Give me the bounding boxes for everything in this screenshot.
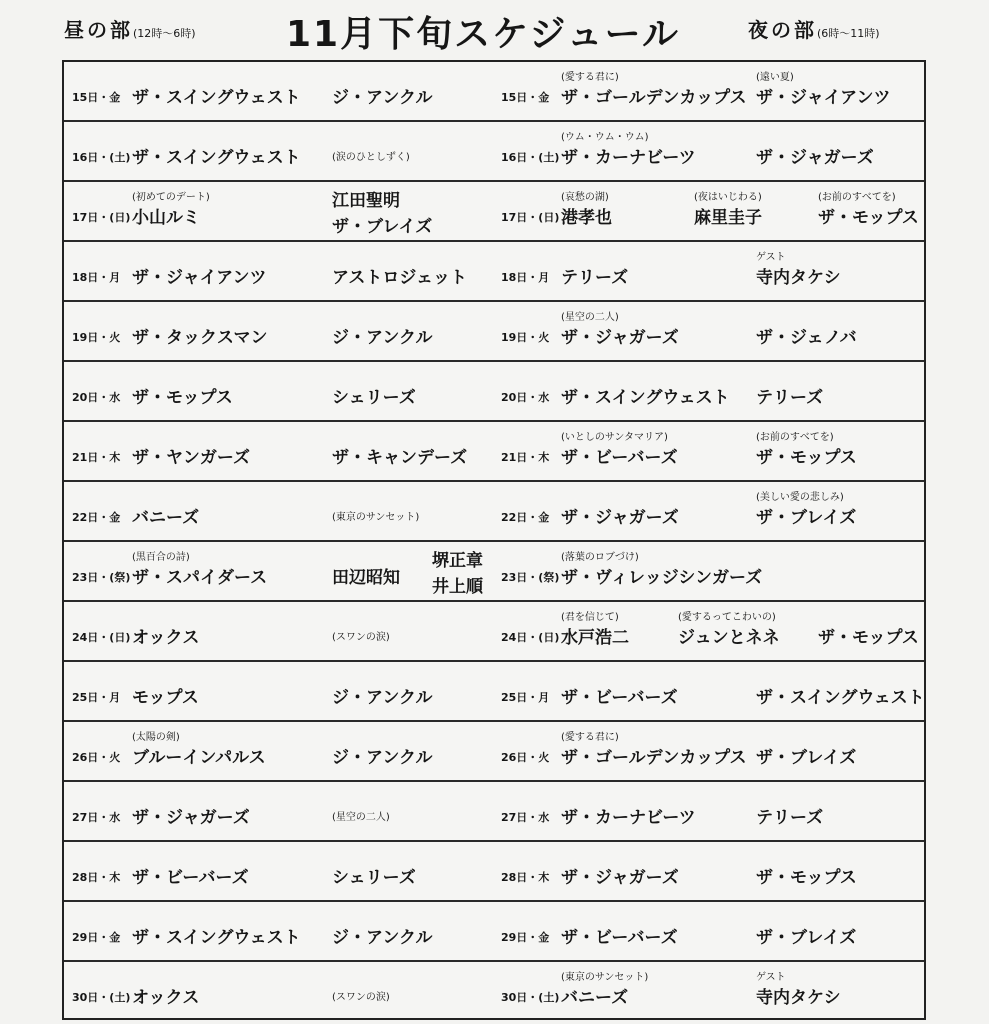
day-date: 30日・(土) bbox=[72, 991, 131, 1004]
night-date: 26日・火 bbox=[501, 751, 550, 764]
day-act-1: ザ・モップス bbox=[132, 388, 233, 408]
night-act-2: ジュンとネネ bbox=[678, 628, 780, 648]
night-date: 25日・月 bbox=[501, 691, 550, 704]
night-act-2: ザ・スイングウェスト bbox=[756, 688, 925, 708]
day-date: 28日・木 bbox=[72, 871, 121, 884]
day-date: 19日・火 bbox=[72, 331, 121, 344]
night-date: 16日・(土) bbox=[501, 151, 560, 164]
day-date: 25日・月 bbox=[72, 691, 121, 704]
page-title: 11月下旬スケジュール bbox=[286, 14, 680, 55]
night-act-1: ザ・ゴールデンカップス bbox=[561, 748, 747, 768]
day-date: 27日・水 bbox=[72, 811, 121, 824]
night-act-2: ザ・ブレイズ bbox=[756, 748, 857, 768]
day-song-1: (黒百合の詩) bbox=[132, 552, 190, 563]
day-act-1: ザ・スパイダース bbox=[132, 568, 268, 588]
night-date: 30日・(土) bbox=[501, 991, 560, 1004]
day-song-2: (東京のサンセット) bbox=[332, 512, 420, 523]
day-song-2: (スワンの涙) bbox=[332, 992, 390, 1003]
schedule-row bbox=[64, 422, 924, 482]
schedule-row bbox=[64, 602, 924, 662]
day-date: 15日・金 bbox=[72, 91, 121, 104]
night-act-1: ザ・ビーバーズ bbox=[561, 928, 678, 948]
night-date: 28日・木 bbox=[501, 871, 550, 884]
night-date: 22日・金 bbox=[501, 511, 550, 524]
day-date: 26日・火 bbox=[72, 751, 121, 764]
guest-label: ゲスト bbox=[756, 252, 786, 263]
schedule-row bbox=[64, 542, 924, 602]
night-act-1: ザ・スイングウェスト bbox=[561, 388, 730, 408]
day-date: 17日・(日) bbox=[72, 211, 131, 224]
schedule-row bbox=[64, 662, 924, 722]
night-act-1: 水戸浩二 bbox=[561, 628, 629, 648]
night-song-1: (愛する君に) bbox=[561, 732, 619, 743]
day-song-2: (涙のひとしずく) bbox=[332, 152, 410, 163]
night-act-1: テリーズ bbox=[561, 268, 629, 288]
schedule-row bbox=[64, 842, 924, 902]
schedule-row bbox=[64, 182, 924, 242]
night-song-1: (愛する君に) bbox=[561, 72, 619, 83]
night-song-1: (哀愁の湖) bbox=[561, 192, 609, 203]
night-act-2: ザ・ブレイズ bbox=[756, 928, 857, 948]
night-date: 27日・水 bbox=[501, 811, 550, 824]
day-act-2: ジ・アンクル bbox=[332, 688, 433, 708]
night-act-2: ザ・ジャガーズ bbox=[756, 148, 874, 168]
night-act-1: ザ・ビーバーズ bbox=[561, 688, 678, 708]
night-act-1: ザ・ジャガーズ bbox=[561, 868, 679, 888]
night-act-1: 港孝也 bbox=[561, 208, 612, 228]
day-section-header bbox=[64, 14, 196, 43]
night-act-1: ザ・ビーバーズ bbox=[561, 448, 678, 468]
day-act-1: オックス bbox=[132, 628, 200, 648]
day-song-1: (初めてのデート) bbox=[132, 192, 210, 203]
day-act-1: ザ・スイングウェスト bbox=[132, 148, 301, 168]
night-date: 15日・金 bbox=[501, 91, 550, 104]
night-song-2: (遠い夏) bbox=[756, 72, 794, 83]
night-song-1: (星空の二人) bbox=[561, 312, 619, 323]
day-act-1: ザ・ジャイアンツ bbox=[132, 268, 267, 288]
day-act-3a: 堺正章 bbox=[432, 551, 483, 571]
day-act-2: ジ・アンクル bbox=[332, 748, 433, 768]
day-act-1: ザ・タックスマン bbox=[132, 328, 268, 348]
night-act-2: 麻里圭子 bbox=[694, 208, 762, 228]
day-section-time: (12時〜6時) bbox=[133, 27, 196, 40]
night-act-2: 寺内タケシ bbox=[756, 988, 841, 1008]
day-section-label: 昼の部 bbox=[64, 18, 133, 42]
schedule-row bbox=[64, 482, 924, 542]
guest-label: ゲスト bbox=[756, 972, 786, 983]
schedule-row bbox=[64, 302, 924, 362]
day-song-2: (スワンの涙) bbox=[332, 632, 390, 643]
schedule-table bbox=[62, 60, 926, 1020]
day-date: 22日・金 bbox=[72, 511, 121, 524]
night-song-2: (お前のすべてを) bbox=[756, 432, 834, 443]
day-act-2b: ザ・ブレイズ bbox=[332, 217, 433, 237]
night-act-2: ザ・ブレイズ bbox=[756, 508, 857, 528]
night-act-2: ザ・ジェノバ bbox=[756, 328, 857, 348]
day-act-2: アストロジェット bbox=[332, 268, 467, 288]
day-act-2: ザ・キャンデーズ bbox=[332, 448, 468, 468]
night-section-time: (6時〜11時) bbox=[817, 27, 880, 40]
night-act-1: ザ・ヴィレッジシンガーズ bbox=[561, 568, 763, 588]
night-act-1: ザ・ゴールデンカップス bbox=[561, 88, 747, 108]
schedule-row bbox=[64, 962, 924, 1022]
night-act-2: テリーズ bbox=[756, 388, 824, 408]
night-section-label: 夜の部 bbox=[748, 18, 817, 42]
night-section-header bbox=[748, 14, 880, 43]
night-act-1: ザ・ジャガーズ bbox=[561, 328, 679, 348]
night-song-2: (夜はいじわる) bbox=[694, 192, 762, 203]
day-date: 20日・水 bbox=[72, 391, 121, 404]
day-act-2: シェリーズ bbox=[332, 388, 416, 408]
night-act-2: ザ・ジャイアンツ bbox=[756, 88, 891, 108]
night-date: 24日・(日) bbox=[501, 631, 560, 644]
day-song-2: (星空の二人) bbox=[332, 812, 390, 823]
schedule-row bbox=[64, 782, 924, 842]
night-song-1: (いとしのサンタマリア) bbox=[561, 432, 668, 443]
day-act-1: ザ・スイングウェスト bbox=[132, 88, 301, 108]
day-act-1: ザ・スイングウェスト bbox=[132, 928, 301, 948]
night-date: 19日・火 bbox=[501, 331, 550, 344]
day-act-1: 小山ルミ bbox=[132, 208, 200, 228]
night-song-1: (ウム・ウム・ウム) bbox=[561, 132, 649, 143]
day-date: 21日・木 bbox=[72, 451, 121, 464]
day-act-2: シェリーズ bbox=[332, 868, 416, 888]
schedule-row bbox=[64, 62, 924, 122]
day-act-2: ジ・アンクル bbox=[332, 928, 433, 948]
day-act-1: バニーズ bbox=[132, 508, 200, 528]
night-act-3: ザ・モップス bbox=[818, 628, 919, 648]
day-act-2: 田辺昭知 bbox=[332, 568, 400, 588]
day-act-2: ジ・アンクル bbox=[332, 88, 433, 108]
night-act-1: ザ・カーナビーツ bbox=[561, 148, 696, 168]
day-act-1: ブルーインパルス bbox=[132, 748, 266, 768]
night-date: 21日・木 bbox=[501, 451, 550, 464]
night-song-1: (落葉のロブづけ) bbox=[561, 552, 639, 563]
day-date: 16日・(土) bbox=[72, 151, 131, 164]
night-date: 29日・金 bbox=[501, 931, 550, 944]
night-song-1: (君を信じて) bbox=[561, 612, 619, 623]
day-act-2: ジ・アンクル bbox=[332, 328, 433, 348]
day-act-1: ザ・ビーバーズ bbox=[132, 868, 249, 888]
schedule-row bbox=[64, 902, 924, 962]
night-date: 17日・(日) bbox=[501, 211, 560, 224]
day-date: 23日・(祭) bbox=[72, 571, 131, 584]
day-date: 24日・(日) bbox=[72, 631, 131, 644]
schedule-row bbox=[64, 122, 924, 182]
night-date: 18日・月 bbox=[501, 271, 550, 284]
schedule-row bbox=[64, 362, 924, 422]
night-act-1: ザ・カーナビーツ bbox=[561, 808, 696, 828]
night-song-2: (美しい愛の悲しみ) bbox=[756, 492, 844, 503]
night-date: 23日・(祭) bbox=[501, 571, 560, 584]
night-act-1: ザ・ジャガーズ bbox=[561, 508, 679, 528]
night-song-1: (東京のサンセット) bbox=[561, 972, 649, 983]
night-act-2: テリーズ bbox=[756, 808, 824, 828]
day-date: 18日・月 bbox=[72, 271, 121, 284]
night-act-2: ザ・モップス bbox=[756, 448, 857, 468]
day-date: 29日・金 bbox=[72, 931, 121, 944]
night-act-2: ザ・モップス bbox=[756, 868, 857, 888]
night-act-3: ザ・モップス bbox=[818, 208, 919, 228]
night-act-2: 寺内タケシ bbox=[756, 268, 841, 288]
night-date: 20日・水 bbox=[501, 391, 550, 404]
day-act-2a: 江田聖明 bbox=[332, 191, 400, 211]
night-act-1: バニーズ bbox=[561, 988, 629, 1008]
day-act-1: ザ・ヤンガーズ bbox=[132, 448, 250, 468]
day-act-3b: 井上順 bbox=[432, 577, 483, 597]
day-song-1: (太陽の剣) bbox=[132, 732, 180, 743]
schedule-row bbox=[64, 242, 924, 302]
night-song-2: (愛するってこわいの) bbox=[678, 612, 776, 623]
day-act-1: ザ・ジャガーズ bbox=[132, 808, 250, 828]
schedule-row bbox=[64, 722, 924, 782]
night-song-3: (お前のすべてを) bbox=[818, 192, 896, 203]
day-act-1: モップス bbox=[132, 688, 199, 708]
day-act-1: オックス bbox=[132, 988, 200, 1008]
